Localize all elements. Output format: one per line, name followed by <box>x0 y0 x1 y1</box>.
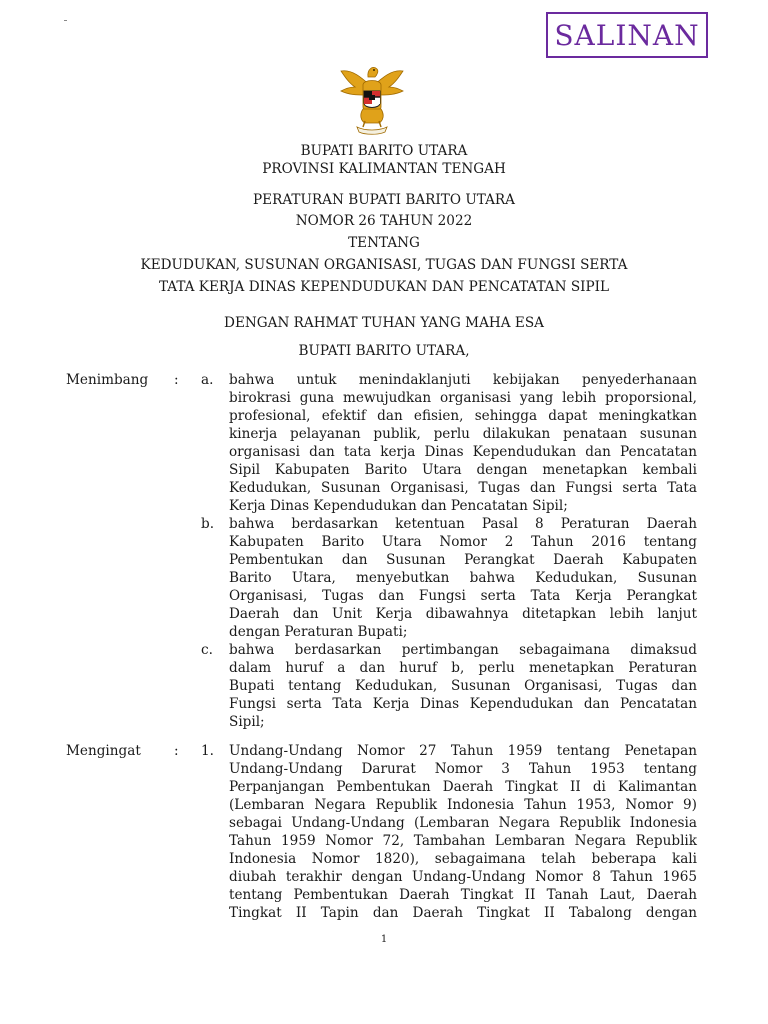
menimbang-a-line: organisasi dan tata kerja Dinas Kependudukan dan Pencatatan <box>229 444 697 460</box>
regulation-number: NOMOR 26 TAHUN 2022 <box>295 213 473 229</box>
salinan-stamp: SALINAN <box>546 12 708 58</box>
menimbang-a-line: Sipil Kabupaten Barito Utara dengan menetapkan kembali <box>229 462 697 478</box>
menimbang-b-line: dengan Peraturan Bupati; <box>229 624 408 640</box>
regulation-about: TENTANG <box>348 235 420 251</box>
menimbang-b-line: Pembentukan dan Susunan Perangkat Daerah Kabupaten <box>229 552 697 568</box>
regulation-subject-line2: TATA KERJA DINAS KEPENDUDUKAN DAN PENCATATAN SIPIL <box>158 279 610 295</box>
menimbang-c-line: Bupati tentang Kedudukan, Susunan Organisasi, Tugas dan <box>229 678 697 694</box>
menimbang-a-line: profesional, efektif dan efisien, sehingga dapat meningkatkan <box>229 408 697 424</box>
mengingat-1-line: (Lembaran Negara Republik Indonesia Tahun 1953, Nomor 9) <box>229 797 697 813</box>
mengingat-colon: : <box>174 743 179 759</box>
mengingat-1-line: Tingkat II Tapin dan Daerah Tingkat II Tabalong dengan <box>229 905 697 921</box>
mengingat-1-line: diubah terakhir dengan Undang-Undang Nomor 8 Tahun 1965 <box>229 869 697 885</box>
menimbang-a-line: birokrasi guna mewujudkan organisasi yang lebih proporsional, <box>229 390 697 406</box>
regulation-title: PERATURAN BUPATI BARITO UTARA <box>253 192 515 208</box>
mengingat-1-line: tentang Pembentukan Daerah Tingkat II Tanah Laut, Daerah <box>229 887 697 903</box>
province-title: PROVINSI KALIMANTAN TENGAH <box>262 161 506 177</box>
mengingat-1-line: sebagai Undang-Undang (Lembaran Negara Republik Indonesia <box>229 815 697 831</box>
invocation: DENGAN RAHMAT TUHAN YANG MAHA ESA <box>224 315 544 331</box>
page-number: 1 <box>380 934 388 945</box>
menimbang-marker-b: b. <box>201 516 215 532</box>
menimbang-b-line: Organisasi, Tugas dan Fungsi serta Tata Kerja Perangkat <box>229 588 697 604</box>
menimbang-b-line: Kabupaten Barito Utara Nomor 2 Tahun 2016 tentang <box>229 534 697 550</box>
regulation-subject-line1: KEDUDUKAN, SUSUNAN ORGANISASI, TUGAS DAN FUNGSI SERTA <box>140 257 628 273</box>
mengingat-marker-1: 1. <box>201 743 214 759</box>
menimbang-label: Menimbang <box>66 372 149 388</box>
mengingat-1-line: Indonesia Nomor 1820), sebagaimana telah beberapa kali <box>229 851 697 867</box>
official-name: BUPATI BARITO UTARA, <box>298 343 470 359</box>
scan-speck <box>64 20 67 21</box>
garuda-emblem-icon <box>335 57 409 135</box>
menimbang-a-line: Kedudukan, Susunan Organisasi, Tugas dan Fungsi serta Tata <box>229 480 697 496</box>
menimbang-c-line: bahwa berdasarkan pertimbangan sebagaimana dimaksud <box>229 642 697 658</box>
mengingat-1-line: Undang-Undang Nomor 27 Tahun 1959 tentang Penetapan <box>229 743 697 759</box>
menimbang-a-line: kinerja pelayanan publik, perlu dilakukan penataan susunan <box>229 426 697 442</box>
menimbang-c-line: dalam huruf a dan huruf b, perlu menetapkan Peraturan <box>229 660 697 676</box>
menimbang-b-line: bahwa berdasarkan ketentuan Pasal 8 Peraturan Daerah <box>229 516 697 532</box>
mengingat-1-line: Undang-Undang Darurat Nomor 3 Tahun 1953 tentang <box>229 761 697 777</box>
mengingat-1-line: Tahun 1959 Nomor 72, Tambahan Lembaran Negara Republik <box>229 833 697 849</box>
regent-title: BUPATI BARITO UTARA <box>300 143 468 159</box>
menimbang-b-line: Daerah dan Unit Kerja dibawahnya ditetapkan lebih lanjut <box>229 606 697 622</box>
menimbang-c-line: Sipil; <box>229 714 265 730</box>
menimbang-a-line: Kerja Dinas Kependudukan dan Pencatatan Sipil; <box>229 498 568 514</box>
menimbang-a-line: bahwa untuk menindaklanjuti kebijakan penyederhanaan <box>229 372 697 388</box>
menimbang-marker-a: a. <box>201 372 214 388</box>
mengingat-label: Mengingat <box>66 743 141 759</box>
menimbang-c-line: Fungsi serta Tata Kerja Dinas Kependudukan dan Pencatatan <box>229 696 697 712</box>
menimbang-colon: : <box>174 372 179 388</box>
menimbang-marker-c: c. <box>201 642 213 658</box>
menimbang-b-line: Barito Utara, menyebutkan bahwa Kedudukan, Susunan <box>229 570 697 586</box>
mengingat-1-line: Perpanjangan Pembentukan Daerah Tingkat II di Kalimantan <box>229 779 697 795</box>
